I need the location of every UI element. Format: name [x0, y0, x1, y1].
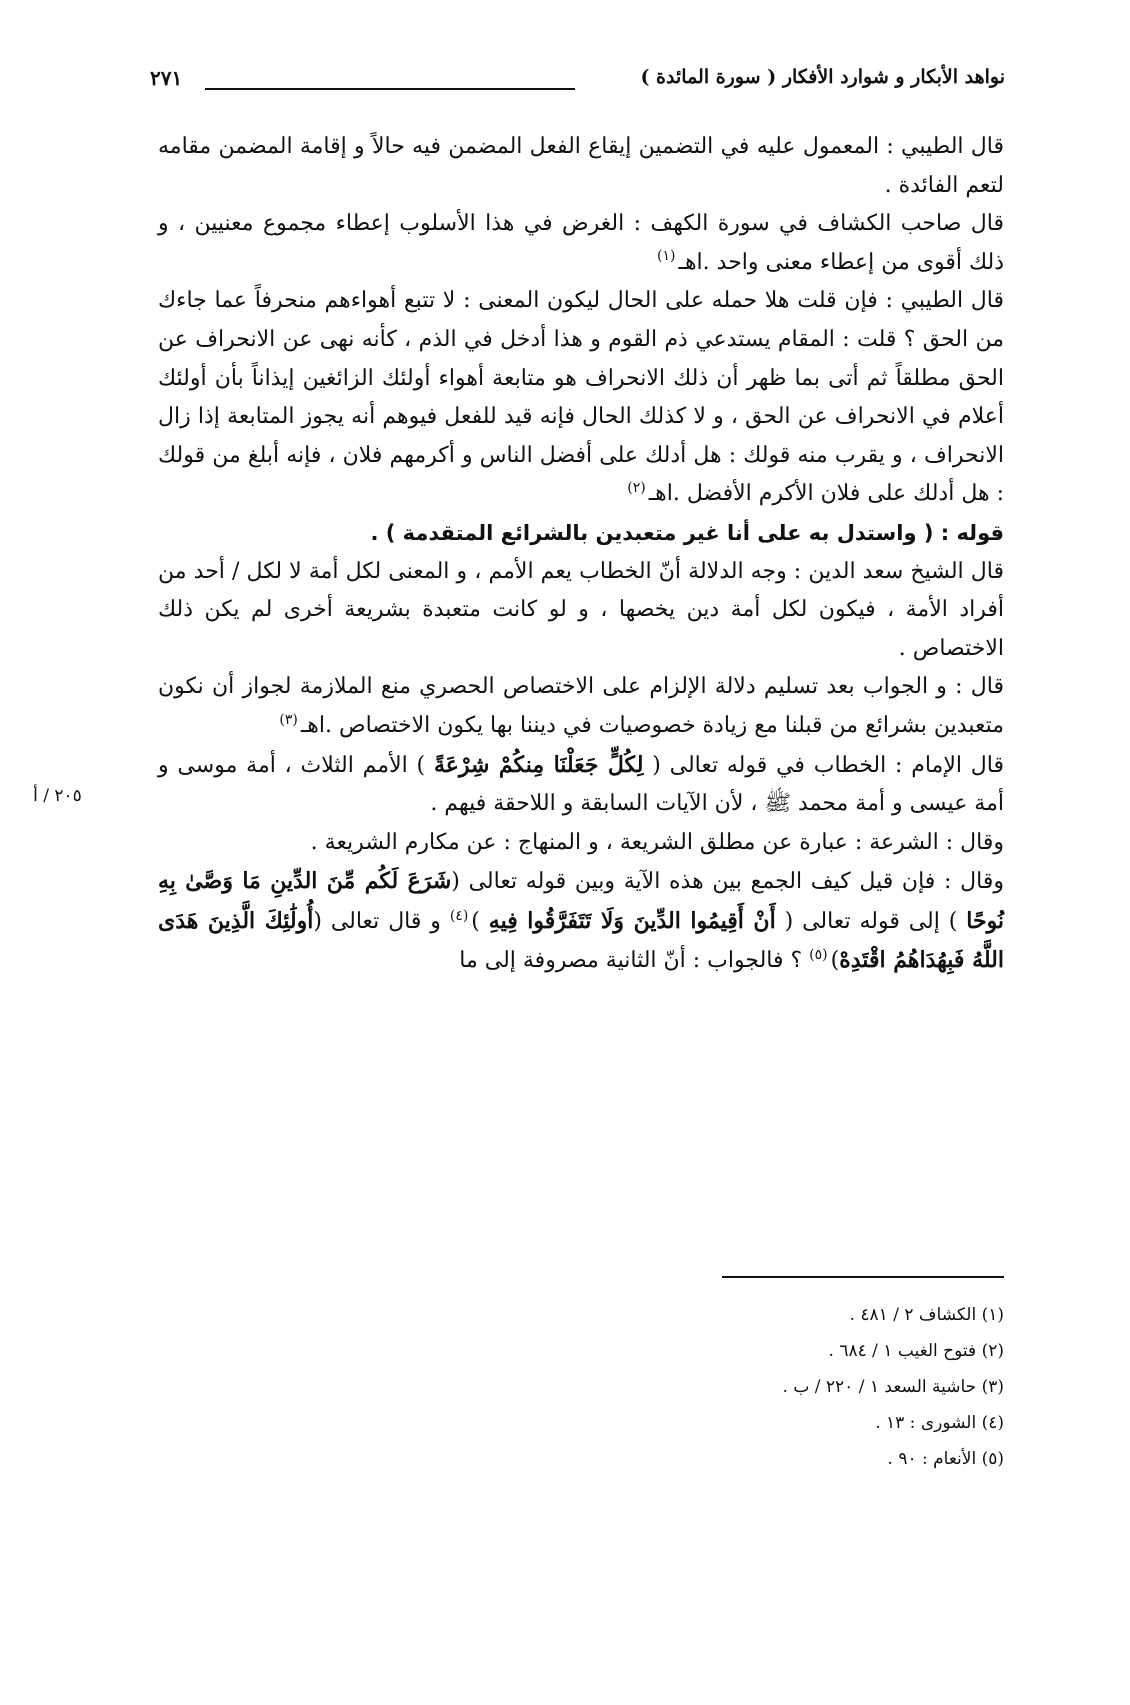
quran-verse-2: شَرَعَ لَكُم مِّنَ الدِّينِ مَا وَصَّىٰ بِهِ نُوحًا	[158, 868, 1005, 934]
body-text	[158, 128, 1004, 981]
paragraph-8-text-e: )	[830, 948, 840, 974]
quran-verse-4: أُولَٰئِكَ الَّذِينَ هَدَى اللَّهُ فَبِهُدَاهُمُ اقْتَدِهْ	[158, 907, 1004, 974]
paragraph-8-text-f: ؟ فالجواب : أنّ الثانية مصروفة إلى ما	[459, 948, 803, 974]
footnotes	[380, 1297, 1004, 1477]
running-title: نواهد الأبكار و شوارد الأفكار ( سورة المائدة )	[640, 66, 1005, 88]
paragraph-8-text-c: )	[471, 908, 480, 934]
paragraph-2	[158, 205, 1004, 282]
footnote-ref-1: (١)	[657, 248, 676, 265]
paragraph-6-text-b: ) الأمم الثلاث ، أمة موسى و أمة عيسى و أمة محمد ﷺ ، لأن الآيات السابقة و اللاحقة فيهم .	[158, 752, 1004, 817]
paragraph-7: وقال : الشرعة : عبارة عن مطلق الشريعة ، و المنهاج : عن مكارم الشريعة .	[310, 829, 1004, 855]
footnote-ref-3: (٣)	[279, 711, 298, 728]
footnote-1: (١) الكشاف ٢ / ٤٨١ .	[849, 1305, 1004, 1325]
paragraph-5	[158, 668, 1004, 745]
paragraph-8-text-a: وقال : فإن قيل كيف الجمع بين هذه الآية وبين قوله تعالى (	[451, 869, 1004, 895]
paragraph-6-text-a: قال الإمام : الخطاب في قوله تعالى (	[652, 752, 1004, 778]
margin-folio-note: ٢٠٥ / أ	[33, 786, 82, 806]
footnote-separator	[722, 1276, 1004, 1278]
footnote-4: (٤) الشورى : ١٣ .	[875, 1413, 1004, 1433]
quran-verse-3: أَنْ أَقِيمُوا الدِّينَ وَلَا تَتَفَرَّقُوا فِيهِ	[488, 907, 776, 934]
footnote-3: (٣) حاشية السعد ١ / ٢٢٠ / ب .	[782, 1377, 1004, 1397]
paragraph-2-text: قال صاحب الكشاف في سورة الكهف : الغرض في هذا الأسلوب إعطاء مجموع معنيين ، و ذلك أقوى من إعطاء معنى واحد .اهـ	[158, 211, 1004, 275]
paragraph-3	[158, 282, 1004, 514]
paragraph-8-text-b: ) إلى قوله تعالى (	[784, 908, 958, 934]
page-number: ٢٧١	[150, 66, 183, 90]
paragraph-4: قال الشيخ سعد الدين : وجه الدلالة أنّ الخطاب يعم الأمم ، و المعنى لكل أمة لا لكل / أحد من أفراد الأمة ، فيكون لكل أمة دين يخصها ، و لو كانت متعبدة بشريعة أخرى لم يكن ذلك الاختصاص .	[158, 558, 1004, 661]
paragraph-8	[158, 862, 1004, 981]
paragraph-6	[158, 746, 1004, 824]
page-header	[150, 58, 1005, 102]
quran-verse-1: لِكُلٍّ جَعَلْنَا مِنكُمْ شِرْعَةً	[433, 751, 644, 778]
footnote-ref-5: (٥)	[809, 947, 828, 964]
paragraph-5-text: قال : و الجواب بعد تسليم دلالة الإلزام على الاختصاص الحصري منع الملازمة لجواز أن نكون متعبدين بشرائع من قبلنا مع زيادة خصوصيات في ديننا بها يكون الاختصاص .اهـ	[158, 674, 1004, 738]
paragraph-3-text: قال الطيبي : فإن قلت هلا حمله على الحال ليكون المعنى : لا تتبع أهواءهم منحرفاً عما جاءك من الحق ؟ قلت : المقام يستدعي ذم القوم و هذا أدخل في الذم ، كأنه نهى عن الانحراف عن الحق مطلقاً ثم أتى بما ظهر أن ذلك الانحراف هو متابعة أهواء أولئك الزائغين إيذاناً بأن أولئك أعلام في الانحراف عن الحق ، و لا كذلك الحال فإنه قيد للفعل فيوهم أنه يجوز المتابعة إذا زال الانحراف ، و يقرب منه قولك : هل أدلك على أفضل الناس و أكرمهم فلان ، فإنه أبلغ من قولك : هل أدلك على فلان الأكرم الأفضل .اهـ	[158, 288, 1004, 507]
footnote-ref-2: (٢)	[627, 480, 646, 497]
paragraph-1: قال الطيبي : المعمول عليه في التضمين إيقاع الفعل المضمن فيه حالاً و إقامة المضمن مقامه لتعم الفائدة .	[158, 134, 1004, 198]
section-heading: قوله : ( واستدل به على أنا غير متعبدين بالشرائع المتقدمة ) .	[370, 520, 1004, 545]
paragraph-8-text-d: و قال تعالى (	[313, 908, 441, 934]
footnote-2: (٢) فتوح الغيب ١ / ٦٨٤ .	[828, 1341, 1004, 1361]
header-rule	[205, 88, 575, 90]
footnote-ref-4: (٤)	[449, 907, 469, 924]
footnote-5: (٥) الأنعام : ٩٠ .	[887, 1449, 1004, 1469]
